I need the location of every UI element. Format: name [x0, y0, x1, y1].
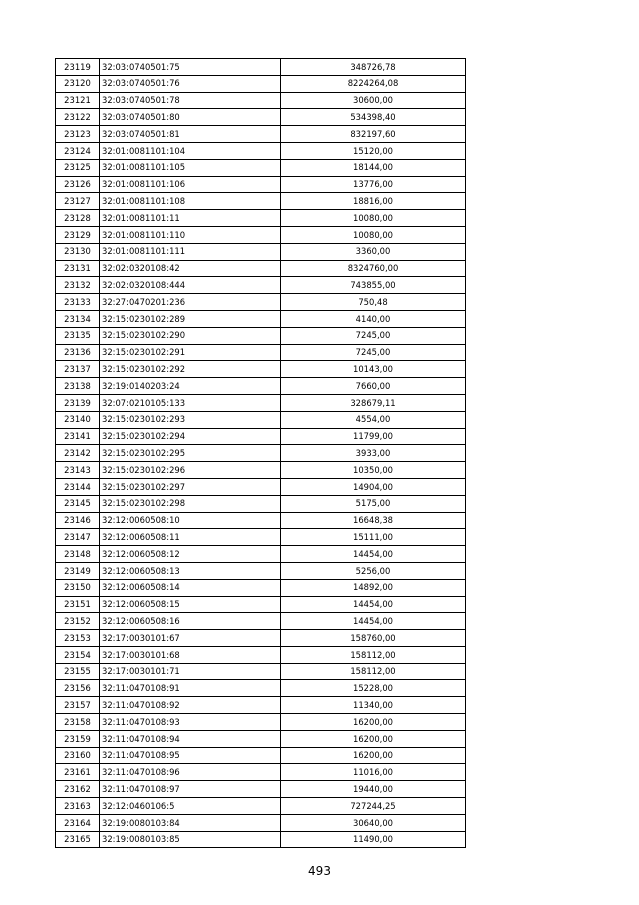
- cadastral-value-cell: 14454,00: [281, 596, 466, 613]
- row-number-cell: 23146: [56, 512, 100, 529]
- cadastral-number-cell: 32:17:0030101:67: [100, 630, 281, 647]
- row-number-cell: 23128: [56, 210, 100, 227]
- row-number-cell: 23157: [56, 697, 100, 714]
- cadastral-value-cell: 11340,00: [281, 697, 466, 714]
- cadastral-number-cell: 32:17:0030101:68: [100, 646, 281, 663]
- row-number-cell: 23147: [56, 529, 100, 546]
- table-body: [56, 59, 466, 848]
- cadastral-number-cell: 32:01:0081101:111: [100, 243, 281, 260]
- cadastral-number-cell: 32:15:0230102:292: [100, 361, 281, 378]
- row-number-cell: 23141: [56, 428, 100, 445]
- cadastral-value-cell: 7245,00: [281, 327, 466, 344]
- table-row: [56, 260, 466, 277]
- cadastral-number-cell: 32:03:0740501:76: [100, 75, 281, 92]
- cadastral-number-cell: 32:19:0140203:24: [100, 378, 281, 395]
- row-number-cell: 23121: [56, 92, 100, 109]
- row-number-cell: 23155: [56, 663, 100, 680]
- table-row: [56, 428, 466, 445]
- cadastral-number-cell: 32:12:0060508:15: [100, 596, 281, 613]
- cadastral-number-cell: 32:17:0030101:71: [100, 663, 281, 680]
- cadastral-value-cell: 8324760,00: [281, 260, 466, 277]
- table-row: [56, 495, 466, 512]
- row-number-cell: 23159: [56, 730, 100, 747]
- row-number-cell: 23150: [56, 579, 100, 596]
- cadastral-value-cell: 7660,00: [281, 378, 466, 395]
- row-number-cell: 23143: [56, 462, 100, 479]
- table-row: [56, 579, 466, 596]
- cadastral-value-cell: 8224264,08: [281, 75, 466, 92]
- table-row: [56, 327, 466, 344]
- row-number-cell: 23129: [56, 226, 100, 243]
- row-number-cell: 23132: [56, 277, 100, 294]
- cadastral-number-cell: 32:15:0230102:290: [100, 327, 281, 344]
- table-row: [56, 546, 466, 563]
- cadastral-number-cell: 32:15:0230102:294: [100, 428, 281, 445]
- cadastral-number-cell: 32:01:0081101:106: [100, 176, 281, 193]
- table-row: [56, 210, 466, 227]
- table-row: [56, 798, 466, 815]
- row-number-cell: 23148: [56, 546, 100, 563]
- row-number-cell: 23126: [56, 176, 100, 193]
- table-row: [56, 394, 466, 411]
- row-number-cell: 23149: [56, 562, 100, 579]
- cadastral-value-table: [55, 58, 466, 848]
- table-row: [56, 596, 466, 613]
- table-row: [56, 781, 466, 798]
- cadastral-number-cell: 32:11:0470108:91: [100, 680, 281, 697]
- row-number-cell: 23154: [56, 646, 100, 663]
- cadastral-number-cell: 32:15:0230102:293: [100, 411, 281, 428]
- cadastral-value-cell: 11016,00: [281, 764, 466, 781]
- row-number-cell: 23156: [56, 680, 100, 697]
- table-row: [56, 142, 466, 159]
- cadastral-number-cell: 32:19:0080103:85: [100, 831, 281, 848]
- table-row: [56, 613, 466, 630]
- table-row: [56, 109, 466, 126]
- row-number-cell: 23133: [56, 294, 100, 311]
- table-row: [56, 512, 466, 529]
- row-number-cell: 23144: [56, 478, 100, 495]
- cadastral-value-cell: 750,48: [281, 294, 466, 311]
- cadastral-number-cell: 32:12:0060508:14: [100, 579, 281, 596]
- cadastral-value-cell: 18816,00: [281, 193, 466, 210]
- cadastral-value-cell: 534398,40: [281, 109, 466, 126]
- row-number-cell: 23158: [56, 714, 100, 731]
- table-row: [56, 294, 466, 311]
- table-row: [56, 75, 466, 92]
- row-number-cell: 23120: [56, 75, 100, 92]
- cadastral-number-cell: 32:03:0740501:75: [100, 59, 281, 76]
- cadastral-number-cell: 32:11:0470108:96: [100, 764, 281, 781]
- cadastral-number-cell: 32:12:0060508:11: [100, 529, 281, 546]
- row-number-cell: 23161: [56, 764, 100, 781]
- cadastral-number-cell: 32:15:0230102:291: [100, 344, 281, 361]
- table-row: [56, 59, 466, 76]
- cadastral-value-cell: 5256,00: [281, 562, 466, 579]
- cadastral-value-cell: 4554,00: [281, 411, 466, 428]
- table-row: [56, 831, 466, 848]
- row-number-cell: 23131: [56, 260, 100, 277]
- row-number-cell: 23135: [56, 327, 100, 344]
- cadastral-value-cell: 727244,25: [281, 798, 466, 815]
- table-row: [56, 226, 466, 243]
- table-row: [56, 310, 466, 327]
- cadastral-value-cell: 16648,38: [281, 512, 466, 529]
- table-row: [56, 411, 466, 428]
- cadastral-value-cell: 14892,00: [281, 579, 466, 596]
- cadastral-value-cell: 11490,00: [281, 831, 466, 848]
- cadastral-number-cell: 32:27:0470201:236: [100, 294, 281, 311]
- cadastral-value-cell: 10143,00: [281, 361, 466, 378]
- cadastral-number-cell: 32:19:0080103:84: [100, 814, 281, 831]
- table-row: [56, 159, 466, 176]
- table-row: [56, 462, 466, 479]
- cadastral-value-cell: 30640,00: [281, 814, 466, 831]
- row-number-cell: 23142: [56, 445, 100, 462]
- cadastral-value-cell: 13776,00: [281, 176, 466, 193]
- cadastral-value-cell: 18144,00: [281, 159, 466, 176]
- cadastral-value-cell: 14454,00: [281, 613, 466, 630]
- row-number-cell: 23160: [56, 747, 100, 764]
- table-row: [56, 663, 466, 680]
- row-number-cell: 23164: [56, 814, 100, 831]
- table-row: [56, 730, 466, 747]
- cadastral-number-cell: 32:15:0230102:296: [100, 462, 281, 479]
- cadastral-value-cell: 30600,00: [281, 92, 466, 109]
- row-number-cell: 23137: [56, 361, 100, 378]
- cadastral-value-cell: 15120,00: [281, 142, 466, 159]
- cadastral-value-cell: 348726,78: [281, 59, 466, 76]
- table-row: [56, 529, 466, 546]
- cadastral-number-cell: 32:12:0460106:5: [100, 798, 281, 815]
- row-number-cell: 23152: [56, 613, 100, 630]
- row-number-cell: 23153: [56, 630, 100, 647]
- cadastral-value-cell: 158112,00: [281, 646, 466, 663]
- table-row: [56, 562, 466, 579]
- cadastral-number-cell: 32:02:0320108:42: [100, 260, 281, 277]
- cadastral-number-cell: 32:11:0470108:92: [100, 697, 281, 714]
- cadastral-number-cell: 32:15:0230102:295: [100, 445, 281, 462]
- cadastral-value-cell: 3933,00: [281, 445, 466, 462]
- row-number-cell: 23125: [56, 159, 100, 176]
- cadastral-value-cell: 16200,00: [281, 747, 466, 764]
- row-number-cell: 23124: [56, 142, 100, 159]
- cadastral-value-cell: 158760,00: [281, 630, 466, 647]
- table-row: [56, 92, 466, 109]
- cadastral-number-cell: 32:12:0060508:10: [100, 512, 281, 529]
- table-row: [56, 697, 466, 714]
- table-row: [56, 361, 466, 378]
- cadastral-value-cell: 10080,00: [281, 210, 466, 227]
- table-row: [56, 747, 466, 764]
- cadastral-number-cell: 32:15:0230102:298: [100, 495, 281, 512]
- table-row: [56, 193, 466, 210]
- cadastral-value-cell: 158112,00: [281, 663, 466, 680]
- cadastral-number-cell: 32:01:0081101:108: [100, 193, 281, 210]
- table-row: [56, 630, 466, 647]
- row-number-cell: 23165: [56, 831, 100, 848]
- row-number-cell: 23136: [56, 344, 100, 361]
- table-row: [56, 344, 466, 361]
- page-number: 493: [308, 864, 331, 878]
- table-row: [56, 478, 466, 495]
- cadastral-value-cell: 19440,00: [281, 781, 466, 798]
- table-row: [56, 764, 466, 781]
- row-number-cell: 23138: [56, 378, 100, 395]
- table-row: [56, 714, 466, 731]
- cadastral-value-cell: 832197,60: [281, 126, 466, 143]
- cadastral-value-cell: 10350,00: [281, 462, 466, 479]
- row-number-cell: 23162: [56, 781, 100, 798]
- cadastral-value-cell: 14904,00: [281, 478, 466, 495]
- row-number-cell: 23163: [56, 798, 100, 815]
- table-row: [56, 277, 466, 294]
- row-number-cell: 23140: [56, 411, 100, 428]
- row-number-cell: 23134: [56, 310, 100, 327]
- table-row: [56, 126, 466, 143]
- table-row: [56, 176, 466, 193]
- cadastral-value-cell: 14454,00: [281, 546, 466, 563]
- cadastral-value-cell: 4140,00: [281, 310, 466, 327]
- row-number-cell: 23122: [56, 109, 100, 126]
- cadastral-value-cell: 743855,00: [281, 277, 466, 294]
- cadastral-number-cell: 32:01:0081101:105: [100, 159, 281, 176]
- row-number-cell: 23139: [56, 394, 100, 411]
- cadastral-value-cell: 15111,00: [281, 529, 466, 546]
- cadastral-number-cell: 32:03:0740501:78: [100, 92, 281, 109]
- cadastral-number-cell: 32:01:0081101:11: [100, 210, 281, 227]
- cadastral-number-cell: 32:02:0320108:444: [100, 277, 281, 294]
- cadastral-value-cell: 7245,00: [281, 344, 466, 361]
- cadastral-number-cell: 32:03:0740501:80: [100, 109, 281, 126]
- table-row: [56, 680, 466, 697]
- cadastral-value-cell: 15228,00: [281, 680, 466, 697]
- table-row: [56, 243, 466, 260]
- cadastral-number-cell: 32:11:0470108:93: [100, 714, 281, 731]
- cadastral-number-cell: 32:01:0081101:110: [100, 226, 281, 243]
- cadastral-value-cell: 328679,11: [281, 394, 466, 411]
- cadastral-number-cell: 32:11:0470108:97: [100, 781, 281, 798]
- cadastral-number-cell: 32:12:0060508:13: [100, 562, 281, 579]
- row-number-cell: 23119: [56, 59, 100, 76]
- cadastral-value-cell: 16200,00: [281, 714, 466, 731]
- row-number-cell: 23130: [56, 243, 100, 260]
- table-row: [56, 814, 466, 831]
- row-number-cell: 23151: [56, 596, 100, 613]
- cadastral-number-cell: 32:15:0230102:297: [100, 478, 281, 495]
- cadastral-number-cell: 32:15:0230102:289: [100, 310, 281, 327]
- cadastral-number-cell: 32:12:0060508:12: [100, 546, 281, 563]
- cadastral-number-cell: 32:11:0470108:95: [100, 747, 281, 764]
- table-row: [56, 445, 466, 462]
- cadastral-value-cell: 5175,00: [281, 495, 466, 512]
- row-number-cell: 23145: [56, 495, 100, 512]
- cadastral-number-cell: 32:11:0470108:94: [100, 730, 281, 747]
- row-number-cell: 23127: [56, 193, 100, 210]
- cadastral-number-cell: 32:12:0060508:16: [100, 613, 281, 630]
- cadastral-value-cell: 11799,00: [281, 428, 466, 445]
- cadastral-number-cell: 32:03:0740501:81: [100, 126, 281, 143]
- cadastral-number-cell: 32:07:0210105:133: [100, 394, 281, 411]
- cadastral-value-cell: 3360,00: [281, 243, 466, 260]
- table-row: [56, 378, 466, 395]
- row-number-cell: 23123: [56, 126, 100, 143]
- cadastral-value-cell: 16200,00: [281, 730, 466, 747]
- table-row: [56, 646, 466, 663]
- cadastral-value-cell: 10080,00: [281, 226, 466, 243]
- cadastral-number-cell: 32:01:0081101:104: [100, 142, 281, 159]
